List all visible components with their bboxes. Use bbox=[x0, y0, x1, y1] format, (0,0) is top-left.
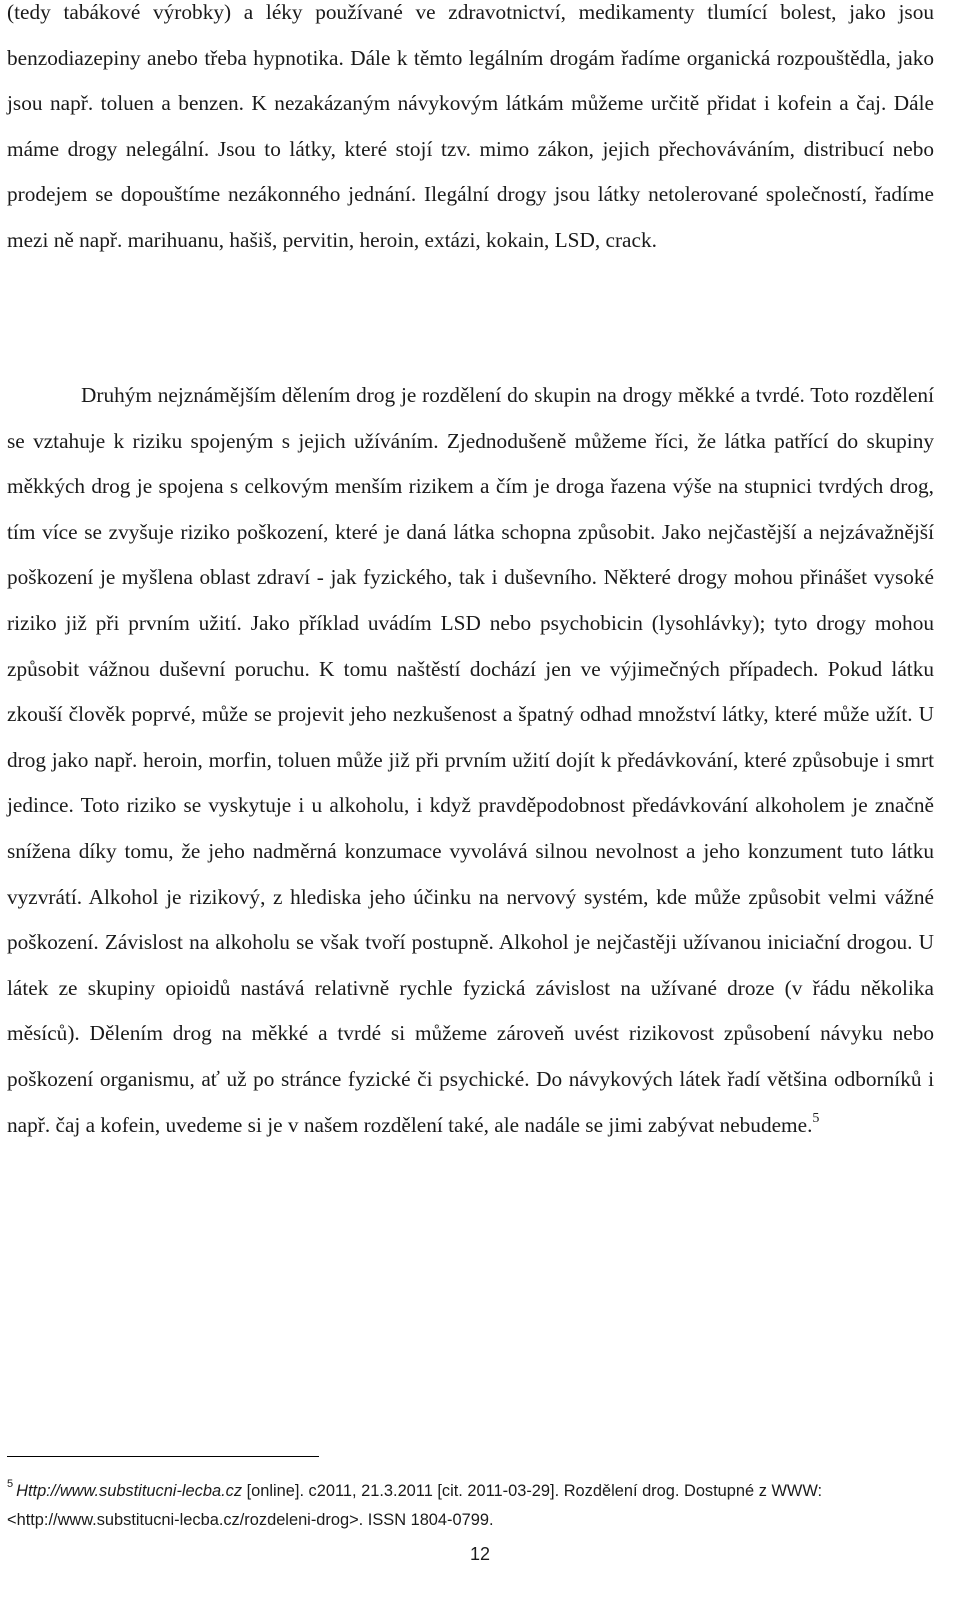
footnote-separator bbox=[7, 1456, 319, 1457]
footnote-text: [online]. c2011, 21.3.2011 [cit. 2011-03-29]. Rozdělení drog. Dostupné z WWW: <http://www.substitucni-lecba.cz/rozdeleni-drog>. ISSN 1804-0799. bbox=[7, 1482, 823, 1529]
paragraph-2-text: Druhým nejznámějším dělením drog je rozdělení do skupin na drogy měkké a tvrdé. Toto rozdělení se vztahuje k riziku spojeným s jejich užíváním. Zjednodušeně můžeme říci, že látka patřící do skupiny měkkých drog je spojena s celkovým menším rizikem a čím je droga řazena výše na stupnici tvrdých drog, tím více se zvyšuje riziko poškození, které je daná látka schopna způsobit. Jako nejčastější a nejzávažnější poškození je myšlena oblast zdraví - jak fyzického, tak i duševního. Některé drogy mohou přinášet vysoké riziko již při prvním užití. Jako příklad uvádím LSD nebo psychobicin (lysohlávky); tyto drogy mohou způsobit vážnou duševní poruchu. K tomu naštěstí dochází jen ve výjimečných případech. Pokud látku zkouší člověk poprvé, může se projevit jeho nezkušenost a špatný odhad množství látky, které může užít. U drog jako např. heroin, morfin, toluen může již při prvním užití dojít k předávkování, které způsobuje i smrt jedince. Toto riziko se vyskytuje i u alkoholu, i když pravděpodobnost předávkování alkoholem je značně snížena díky tomu, že jeho nadměrná konzumace vyvolává silnou nevolnost a jeho konzument tuto látku vyzvrátí. Alkohol je rizikový, z hlediska jeho účinku na nervový systém, kde může způsobit velmi vážné poškození. Závislost na alkoholu se však tvoří postupně. Alkohol je nejčastěji užívanou iniciační drogou. U látek ze skupiny opioidů nastává relativně rychle fyzická závislost na užívané droze (v řádu několika měsíců). Dělením drog na měkké a tvrdé si můžeme zároveň uvést rizikovost způsobení návyku nebo poškození organismu, ať už po stránce fyzické či psychické. Do návykových látek řadí většina odborníků i např. čaj a kofein, uvedeme si je v našem rozdělení také, ale nadále se jimi zabývat nebudeme. bbox=[7, 383, 934, 1137]
paragraph-2 bbox=[7, 373, 934, 1148]
paragraph-1: (tedy tabákové výrobky) a léky používané ve zdravotnictví, medikamenty tlumící bolest, jako jsou benzodiazepiny anebo třeba hypnotika. Dále k těmto legálním drogám řadíme organická rozpouštědla, jako jsou např. toluen a benzen. K nezakázaným návykovým látkám můžeme určitě přidat i kofein a čaj. Dále máme drogy nelegální. Jsou to látky, které stojí tzv. mimo zákon, jejich přechováváním, distribucí nebo prodejem se dopouštíme nezákonného jednání. Ilegální drogy jsou látky netolerované společností, řadíme mezi ně např. marihuanu, hašiš, pervitin, heroin, extázi, kokain, LSD, crack. bbox=[7, 0, 934, 252]
footnote-url[interactable]: Http://www.substitucni-lecba.cz bbox=[16, 1482, 243, 1500]
footnote bbox=[7, 1470, 942, 1535]
footnote-number: 5 bbox=[7, 1478, 14, 1490]
footnote-reference[interactable]: 5 bbox=[812, 1110, 820, 1126]
page-number: 12 bbox=[469, 1544, 491, 1564]
